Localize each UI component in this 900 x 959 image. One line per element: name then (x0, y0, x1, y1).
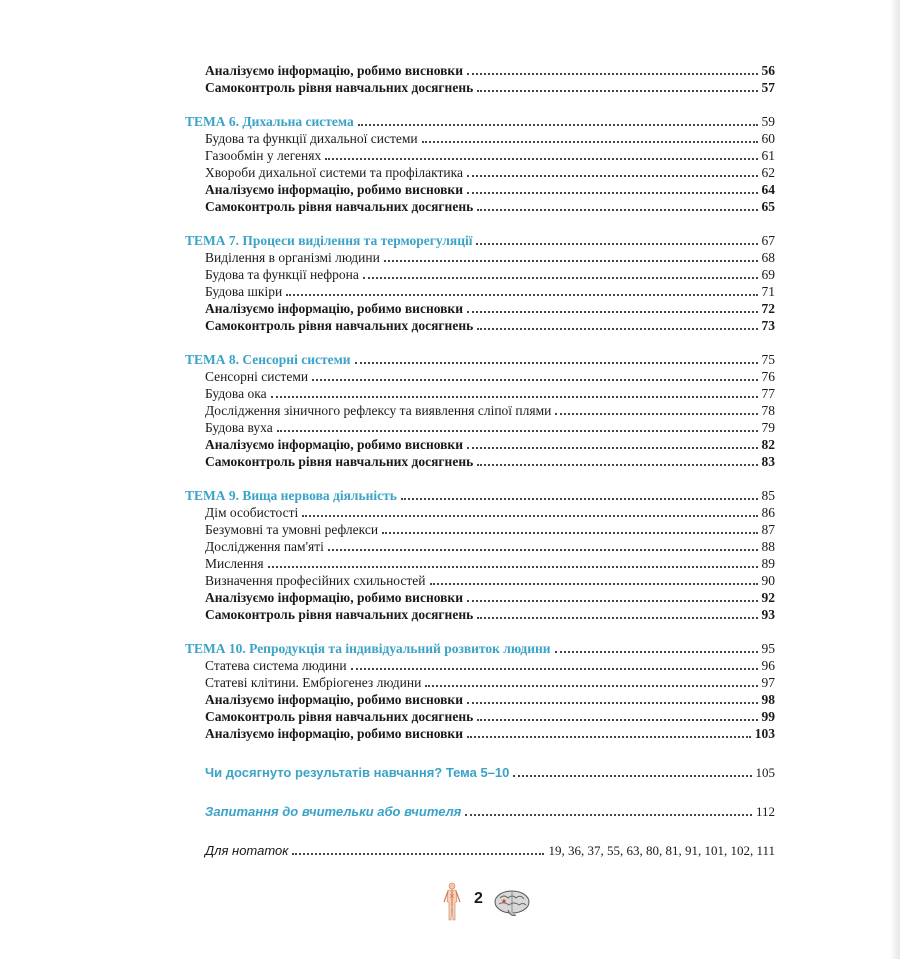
toc-entry-title: ТЕМА 6. Дихальна система (185, 114, 354, 129)
toc-entry-title: Аналізуємо інформацію, робимо висновки (205, 726, 463, 741)
toc-leader-dots (555, 651, 758, 653)
toc-entry[interactable] (185, 725, 775, 742)
toc-topic-entry[interactable] (185, 640, 775, 657)
toc-page-number: 96 (761, 658, 775, 673)
page-edge-shadow (890, 0, 900, 959)
toc-page-number: 90 (761, 573, 775, 588)
toc-entry-title: ТЕМА 9. Вища нервова діяльність (185, 488, 397, 503)
toc-entry-title: Будова шкіри (205, 284, 283, 299)
toc-leader-dots (351, 668, 758, 670)
toc-leader-dots (465, 814, 752, 816)
toc-entry[interactable] (185, 436, 775, 453)
toc-page-number: 103 (754, 726, 775, 741)
toc-entry-title: Самоконтроль рівня навчальних досягнень (205, 454, 474, 469)
toc-entry[interactable] (185, 606, 775, 623)
toc-spacer (185, 623, 775, 640)
toc-page-number: 95 (761, 641, 775, 656)
toc-leader-dots (467, 73, 758, 75)
toc-entry-title: Запитання до вчительки або вчителя (205, 804, 462, 819)
toc-entry-title: Будова та функції дихальної системи (205, 131, 418, 146)
toc-entry-title: Статева система людини (205, 658, 347, 673)
toc-leader-dots (355, 362, 758, 364)
toc-page-number: 56 (761, 63, 775, 78)
toc-entry[interactable] (185, 589, 775, 606)
toc-entry-title: Аналізуємо інформацію, робимо висновки (205, 692, 463, 707)
toc-spacer (185, 781, 775, 803)
toc-leader-dots (467, 175, 758, 177)
toc-entry[interactable] (185, 62, 775, 79)
toc-entry[interactable] (185, 130, 775, 147)
toc-entry-title: Аналізуємо інформацію, робимо висновки (205, 590, 463, 605)
toc-page-number: 85 (761, 488, 775, 503)
toc-entry-title: ТЕМА 7. Процеси виділення та терморегуляції (185, 233, 473, 248)
toc-entry-title: Сенсорні системи (205, 369, 309, 384)
toc-leader-dots (467, 702, 758, 704)
toc-page-number: 77 (761, 386, 775, 401)
toc-entry-title: Хвороби дихальної системи та профілактика (205, 165, 463, 180)
toc-entry-title: Чи досягнуто результатів навчання? Тема 5–10 (205, 765, 510, 780)
toc-entry-title: Виділення в організмі людини (205, 250, 380, 265)
toc-leader-dots (477, 617, 757, 619)
toc-page-number: 75 (761, 352, 775, 367)
toc-page-number: 19, 36, 37, 55, 63, 80, 81, 91, 101, 102, 111 (548, 843, 775, 858)
toc-leader-dots (325, 158, 757, 160)
toc-page-number: 61 (761, 148, 775, 163)
toc-topic-entry[interactable] (185, 351, 775, 368)
toc-leader-dots (401, 498, 758, 500)
brain-icon (492, 888, 532, 918)
toc-entry[interactable] (185, 249, 775, 266)
toc-leader-dots (477, 90, 757, 92)
toc-entry-title: Аналізуємо інформацію, робимо висновки (205, 437, 463, 452)
toc-leader-dots (476, 243, 757, 245)
toc-page-number: 71 (761, 284, 775, 299)
toc-leader-dots (363, 277, 758, 279)
toc-entry-title: ТЕМА 10. Репродукція та індивідуальний розвиток людини (185, 641, 551, 656)
toc-leader-dots (477, 719, 757, 721)
toc-page-number: 97 (761, 675, 775, 690)
toc-leader-dots (268, 566, 758, 568)
toc-leader-dots (477, 464, 757, 466)
toc-page-number: 78 (761, 403, 775, 418)
toc-leader-dots (425, 685, 757, 687)
toc-page-number: 73 (761, 318, 775, 333)
toc-entry-title: Для нотаток (205, 843, 289, 858)
toc-leader-dots (312, 379, 757, 381)
toc-entry-title: Дослідження пам'яті (205, 539, 324, 554)
toc-page-number: 62 (761, 165, 775, 180)
toc-page-number: 92 (761, 590, 775, 605)
page-footer (440, 882, 530, 922)
toc-leader-dots (277, 430, 758, 432)
toc-entry[interactable] (185, 164, 775, 181)
toc-spacer (185, 470, 775, 487)
toc-entry[interactable] (185, 283, 775, 300)
toc-entry-title: Дослідження зіничного рефлексу та виявлення сліпої плями (205, 403, 552, 418)
toc-spacer (185, 215, 775, 232)
toc-entry[interactable] (185, 842, 775, 859)
toc-leader-dots (467, 736, 751, 738)
toc-page-number: 79 (761, 420, 775, 435)
toc-page-number: 98 (761, 692, 775, 707)
toc-entry[interactable] (185, 555, 775, 572)
toc-entry[interactable] (185, 538, 775, 555)
toc-topic-entry[interactable] (185, 113, 775, 130)
toc-page-number: 60 (761, 131, 775, 146)
toc-entry-title: Будова ока (205, 386, 267, 401)
toc-page-number: 76 (761, 369, 775, 384)
toc-entry[interactable] (185, 419, 775, 436)
toc-page-number: 86 (761, 505, 775, 520)
toc-page-number: 69 (761, 267, 775, 282)
toc-entry[interactable] (185, 147, 775, 164)
table-of-contents (185, 62, 775, 859)
toc-entry[interactable] (185, 521, 775, 538)
toc-entry-title: Статеві клітини. Ембріогенез людини (205, 675, 422, 690)
toc-entry[interactable] (185, 453, 775, 470)
toc-leader-dots (422, 141, 758, 143)
toc-topic-entry[interactable] (185, 487, 775, 504)
toc-leader-dots (467, 447, 758, 449)
toc-page-number: 112 (755, 804, 775, 819)
toc-page-number: 59 (761, 114, 775, 129)
toc-page-number: 72 (761, 301, 775, 316)
toc-entry-title: Самоконтроль рівня навчальних досягнень (205, 318, 474, 333)
human-body-icon (440, 882, 464, 922)
toc-entry[interactable] (185, 181, 775, 198)
toc-spacer (185, 334, 775, 351)
toc-entry-title: Будова вуха (205, 420, 273, 435)
toc-leader-dots (555, 413, 757, 415)
toc-page-number: 68 (761, 250, 775, 265)
toc-entry[interactable] (185, 317, 775, 334)
toc-entry[interactable] (185, 300, 775, 317)
toc-page-number: 87 (761, 522, 775, 537)
toc-leader-dots (513, 775, 751, 777)
toc-leader-dots (286, 294, 757, 296)
toc-spacer (185, 742, 775, 764)
toc-leader-dots (382, 532, 757, 534)
toc-entry[interactable] (185, 266, 775, 283)
toc-entry-title: Визначення професійних схильностей (205, 573, 426, 588)
toc-leader-dots (430, 583, 758, 585)
toc-entry[interactable] (185, 572, 775, 589)
toc-spacer (185, 96, 775, 113)
toc-page-number: 99 (761, 709, 775, 724)
toc-entry-title: Безумовні та умовні рефлекси (205, 522, 379, 537)
toc-entry-title: Аналізуємо інформацію, робимо висновки (205, 182, 463, 197)
toc-leader-dots (358, 124, 758, 126)
toc-entry[interactable] (185, 504, 775, 521)
toc-page-number: 67 (761, 233, 775, 248)
toc-entry-title: Аналізуємо інформацію, робимо висновки (205, 301, 463, 316)
toc-entry-title: Аналізуємо інформацію, робимо висновки (205, 63, 463, 78)
toc-entry-title: Самоконтроль рівня навчальних досягнень (205, 199, 474, 214)
toc-entry[interactable] (185, 385, 775, 402)
toc-entry[interactable] (185, 691, 775, 708)
toc-entry[interactable] (185, 708, 775, 725)
toc-page-number: 57 (761, 80, 775, 95)
toc-entry-title: Будова та функції нефрона (205, 267, 359, 282)
toc-entry[interactable] (185, 674, 775, 691)
toc-entry-title: Самоконтроль рівня навчальних досягнень (205, 80, 474, 95)
toc-leader-dots (467, 600, 758, 602)
toc-entry-title: Самоконтроль рівня навчальних досягнень (205, 709, 474, 724)
toc-spacer (185, 820, 775, 842)
toc-entry[interactable] (185, 803, 775, 820)
toc-entry-title: Дім особистості (205, 505, 299, 520)
toc-entry[interactable] (185, 657, 775, 674)
toc-page-number: 93 (761, 607, 775, 622)
toc-page-number: 82 (761, 437, 775, 452)
toc-entry[interactable] (185, 368, 775, 385)
page-number: 2 (474, 890, 483, 907)
toc-entry-title: ТЕМА 8. Сенсорні системи (185, 352, 351, 367)
toc-leader-dots (384, 260, 758, 262)
toc-page-number: 83 (761, 454, 775, 469)
toc-page-number: 65 (761, 199, 775, 214)
toc-page-number: 89 (761, 556, 775, 571)
toc-entry[interactable] (185, 402, 775, 419)
toc-entry-title: Самоконтроль рівня навчальних досягнень (205, 607, 474, 622)
toc-entry[interactable] (185, 79, 775, 96)
toc-leader-dots (467, 192, 758, 194)
toc-leader-dots (467, 311, 758, 313)
toc-entry-title: Мислення (205, 556, 264, 571)
toc-leader-dots (292, 853, 544, 855)
toc-leader-dots (477, 209, 757, 211)
toc-entry-title: Газообмін у легенях (205, 148, 322, 163)
toc-leader-dots (271, 396, 758, 398)
toc-leader-dots (477, 328, 757, 330)
toc-entry[interactable] (185, 198, 775, 215)
toc-entry[interactable] (185, 764, 775, 781)
toc-topic-entry[interactable] (185, 232, 775, 249)
toc-leader-dots (328, 549, 758, 551)
toc-page-number: 105 (755, 765, 775, 780)
toc-leader-dots (302, 515, 757, 517)
toc-page-number: 64 (761, 182, 775, 197)
toc-page-number: 88 (761, 539, 775, 554)
